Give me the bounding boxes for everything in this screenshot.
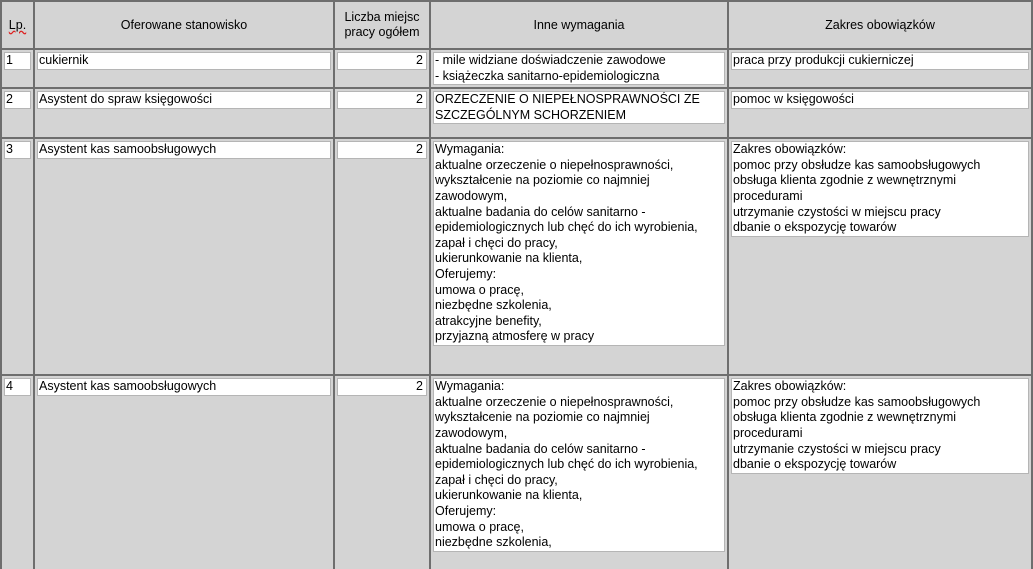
header-requirements: Inne wymagania bbox=[431, 0, 729, 50]
cell-duties bbox=[729, 89, 1033, 139]
cell-lp bbox=[0, 376, 35, 569]
cell-duties-text[interactable]: Zakres obowiązków: pomoc przy obsłudze kas samoobsługowych obsługa klienta zgodnie z wewnętrznymi procedurami utrzymanie czystości w miejscu pracy dbanie o ekspozycję towarów bbox=[731, 141, 1029, 237]
cell-count-text[interactable]: 2 bbox=[337, 141, 427, 159]
cell-position-text[interactable]: Asystent kas samoobsługowych bbox=[37, 378, 331, 396]
cell-count-text[interactable]: 2 bbox=[337, 378, 427, 396]
cell-duties-text[interactable]: praca przy produkcji cukierniczej bbox=[731, 52, 1029, 70]
cell-lp bbox=[0, 139, 35, 376]
header-row bbox=[0, 0, 1033, 50]
cell-position-text[interactable]: Asystent kas samoobsługowych bbox=[37, 141, 331, 159]
cell-duties bbox=[729, 376, 1033, 569]
cell-duties bbox=[729, 50, 1033, 89]
cell-requirements-text[interactable]: ORZECZENIE O NIEPEŁNOSPRAWNOŚCI ZE SZCZEGÓLNYM SCHORZENIEM bbox=[433, 91, 725, 124]
cell-requirements bbox=[431, 89, 729, 139]
header-position: Oferowane stanowisko bbox=[35, 0, 335, 50]
cell-requirements-text[interactable]: Wymagania: aktualne orzeczenie o niepełnosprawności, wykształcenie na poziomie co najmniej zawodowym, aktualne badania do celów sanitarno - epidemiologicznych lub chęć do ich wyrobienia, zapał i chęci do pracy, ukierunkowanie na klienta, Oferujemy: umowa o pracę, niezbędne szkolenia, bbox=[433, 378, 725, 552]
cell-count bbox=[335, 139, 431, 376]
header-duties: Zakres obowiązków bbox=[729, 0, 1033, 50]
cell-duties-text[interactable]: pomoc w księgowości bbox=[731, 91, 1029, 109]
cell-position bbox=[35, 376, 335, 569]
cell-position bbox=[35, 139, 335, 376]
cell-requirements bbox=[431, 139, 729, 376]
table-row bbox=[0, 376, 1033, 569]
cell-duties-text[interactable]: Zakres obowiązków: pomoc przy obsłudze kas samoobsługowych obsługa klienta zgodnie z wewnętrznymi procedurami utrzymanie czystości w miejscu pracy dbanie o ekspozycję towarów bbox=[731, 378, 1029, 474]
cell-requirements-text[interactable]: - mile widziane doświadczenie zawodowe - książeczka sanitarno-epidemiologiczna bbox=[433, 52, 725, 85]
cell-lp-text[interactable]: 3 bbox=[4, 141, 31, 159]
cell-count bbox=[335, 376, 431, 569]
cell-count bbox=[335, 50, 431, 89]
cell-lp-text[interactable]: 1 bbox=[4, 52, 31, 70]
cell-lp-text[interactable]: 2 bbox=[4, 91, 31, 109]
header-count: Liczba miejsc pracy ogółem bbox=[335, 0, 431, 50]
cell-requirements-text[interactable]: Wymagania: aktualne orzeczenie o niepełnosprawności, wykształcenie na poziomie co najmniej zawodowym, aktualne badania do celów sanitarno - epidemiologicznych lub chęć do ich wyrobienia, zapał i chęci do pracy, ukierunkowanie na klienta, Oferujemy: umowa o pracę, niezbędne szkolenia, atrakcyjne benefity, przyjazną atmosferę w pracy bbox=[433, 141, 725, 346]
cell-position-text[interactable]: cukiernik bbox=[37, 52, 331, 70]
cell-lp-text[interactable]: 4 bbox=[4, 378, 31, 396]
cell-count-text[interactable]: 2 bbox=[337, 91, 427, 109]
cell-requirements bbox=[431, 376, 729, 569]
table-row bbox=[0, 139, 1033, 376]
cell-count bbox=[335, 89, 431, 139]
cell-position-text[interactable]: Asystent do spraw księgowości bbox=[37, 91, 331, 109]
cell-count-text[interactable]: 2 bbox=[337, 52, 427, 70]
table-row bbox=[0, 89, 1033, 139]
cell-position bbox=[35, 89, 335, 139]
header-lp: Lp. bbox=[0, 0, 35, 50]
cell-lp bbox=[0, 89, 35, 139]
table-row bbox=[0, 50, 1033, 89]
cell-position bbox=[35, 50, 335, 89]
cell-lp bbox=[0, 50, 35, 89]
cell-requirements bbox=[431, 50, 729, 89]
cell-duties bbox=[729, 139, 1033, 376]
